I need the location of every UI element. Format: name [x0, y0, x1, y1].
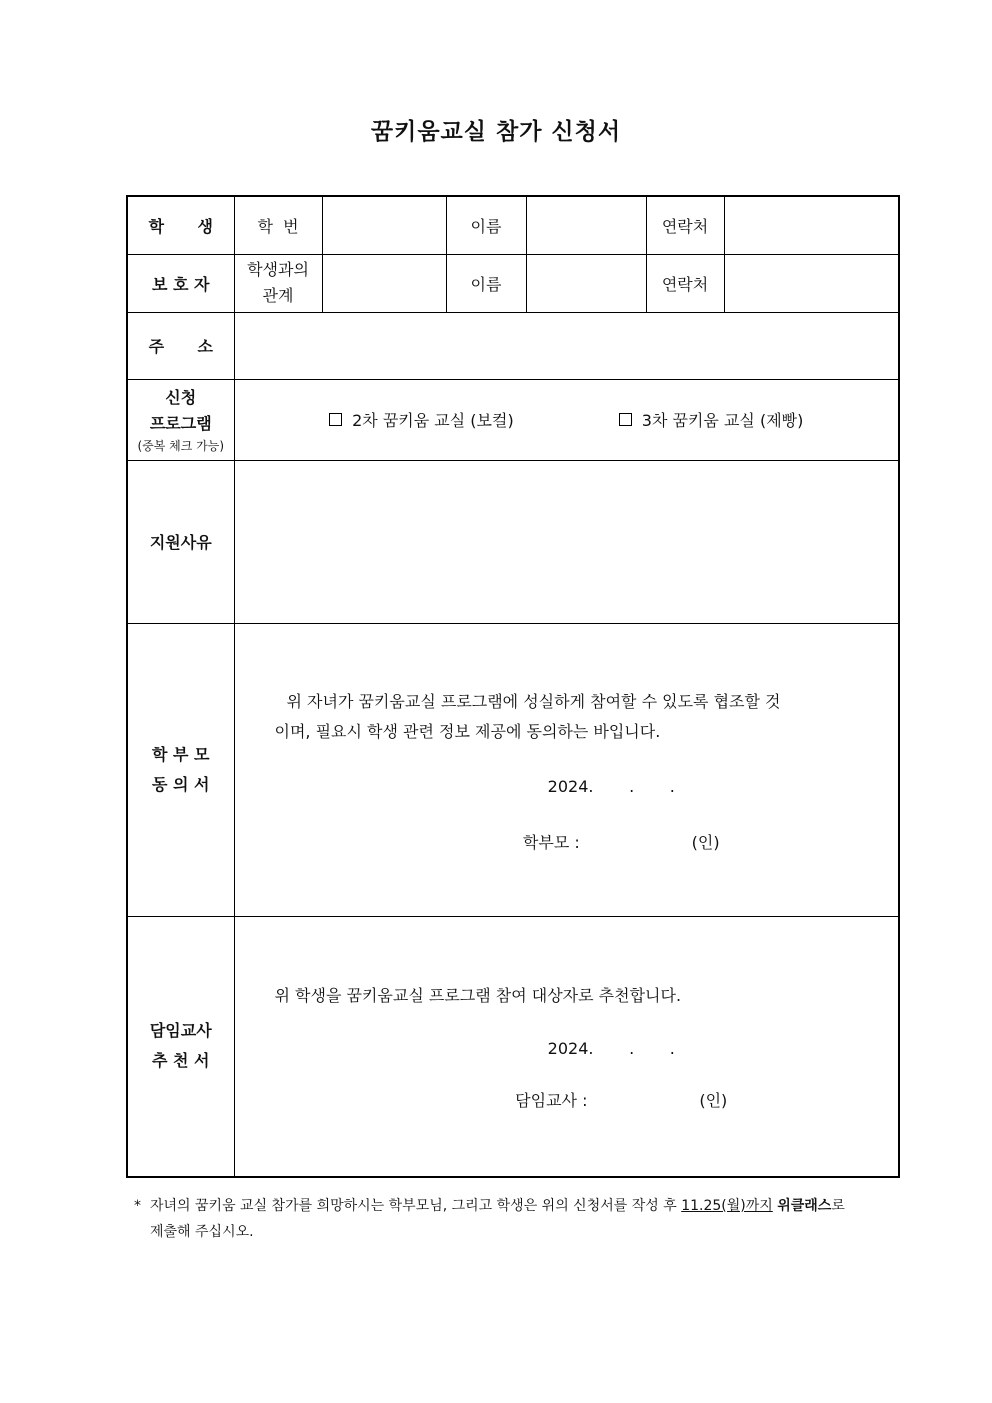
program-options: [234, 379, 899, 460]
guardian-name-label: 이름: [446, 254, 526, 312]
page-title: 꿈키움교실 참가 신청서: [370, 119, 622, 145]
program-option-baking-label: 3차 꿈키움 교실 (제빵): [641, 411, 804, 430]
parent-consent-signer: 학부모 : (인): [522, 832, 720, 852]
footnote-deadline: 11.25(월)까지: [681, 1198, 773, 1214]
parent-consent-date: 2024. . .: [547, 776, 675, 796]
teacher-recommend-label-line2: 추 천 서: [151, 1051, 210, 1071]
guardian-contact-label: 연락처: [646, 254, 724, 312]
address-label: 주 소: [127, 312, 234, 379]
parent-consent-label: [127, 623, 234, 916]
parent-consent-label-line1: 학 부 모: [151, 744, 210, 764]
footnote: [134, 1193, 894, 1245]
parent-consent-row: [127, 623, 899, 916]
footnote-star: *: [134, 1198, 141, 1214]
teacher-recommend-label-line1: 담임교사: [149, 1021, 212, 1041]
parent-consent-text-line1: 위 자녀가 꿈키움교실 프로그램에 성실하게 참여할 수 있도록 협조할 것: [286, 691, 781, 711]
parent-consent-label-line2: 동 의 서: [151, 774, 210, 794]
student-contact-label: 연락처: [646, 196, 724, 254]
student-contact-field[interactable]: [724, 196, 899, 254]
program-option-vocal[interactable]: [329, 408, 514, 431]
address-row: [127, 312, 899, 379]
student-row: [127, 196, 899, 254]
teacher-recommend-label: [127, 916, 234, 1177]
program-label: [127, 379, 234, 460]
guardian-relation-label-line1: 학생과의: [247, 260, 309, 279]
guardian-relation-label: [234, 254, 322, 312]
address-field[interactable]: [234, 312, 899, 379]
program-option-vocal-label: 2차 꿈키움 교실 (보컬): [352, 411, 514, 430]
student-id-label: 학 번: [234, 196, 322, 254]
program-label-line2: 프로그램: [149, 413, 212, 433]
teacher-recommend-date: 2024. . .: [547, 1039, 675, 1059]
reason-label: 지원사유: [127, 460, 234, 623]
application-form-table: [126, 195, 900, 1178]
guardian-row: [127, 254, 899, 312]
parent-consent-text-line2: 이며, 필요시 학생 관련 정보 제공에 동의하는 바입니다.: [274, 721, 661, 741]
footnote-platform: 위클래스: [777, 1198, 832, 1214]
teacher-recommend-content: [234, 916, 899, 1177]
guardian-name-field[interactable]: [526, 254, 646, 312]
parent-consent-text: [235, 687, 899, 747]
teacher-recommend-signer: 담임교사 : (인): [515, 1091, 728, 1111]
student-id-field[interactable]: [322, 196, 446, 254]
student-name-field[interactable]: [526, 196, 646, 254]
student-label: 학 생: [127, 196, 234, 254]
footnote-line1: [134, 1193, 894, 1219]
reason-field[interactable]: [234, 460, 899, 623]
student-name-label: 이름: [446, 196, 526, 254]
checkbox-vocal[interactable]: [329, 413, 342, 426]
footnote-text-part3: 로: [831, 1198, 845, 1214]
reason-row: [127, 460, 899, 623]
teacher-recommend-text: 위 학생을 꿈키움교실 프로그램 참여 대상자로 추천합니다.: [274, 986, 682, 1006]
program-label-note: (중복 체크 가능): [137, 438, 225, 453]
teacher-recommend-row: [127, 916, 899, 1177]
program-option-baking[interactable]: [619, 408, 804, 431]
parent-consent-content: [234, 623, 899, 916]
program-label-line1: 신청: [165, 387, 197, 407]
guardian-label: 보 호 자: [127, 254, 234, 312]
guardian-relation-field[interactable]: [322, 254, 446, 312]
guardian-relation-label-line2: 관계: [262, 286, 294, 305]
program-row: [127, 379, 899, 460]
guardian-contact-field[interactable]: [724, 254, 899, 312]
checkbox-baking[interactable]: [619, 413, 632, 426]
footnote-text-part1: 자녀의 꿈키움 교실 참가를 희망하시는 학부모님, 그리고 학생은 위의 신청서를 작성 후: [150, 1198, 682, 1214]
footnote-line2: 제출해 주십시오.: [150, 1224, 254, 1240]
